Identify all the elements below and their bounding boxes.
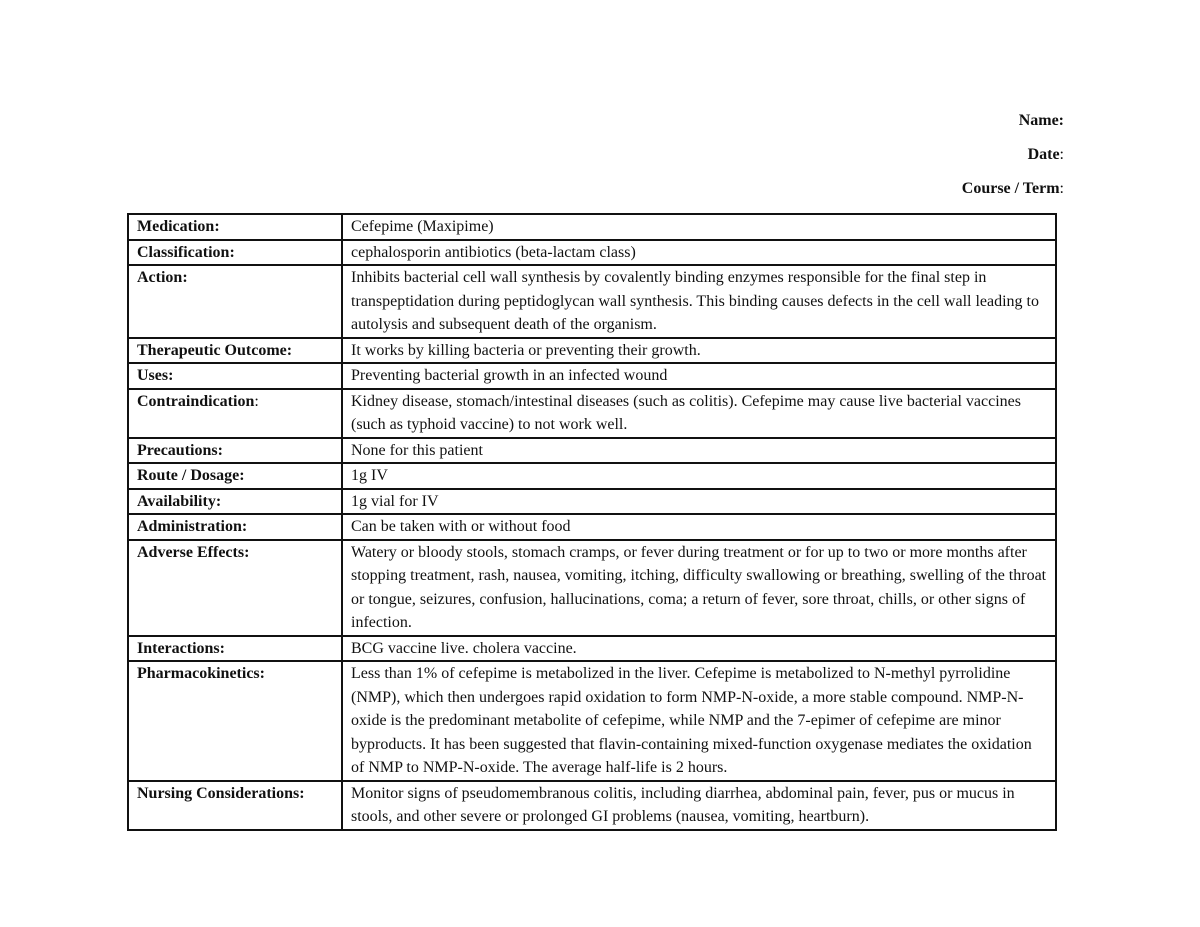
row-value: 1g IV <box>342 463 1056 489</box>
name-line <box>962 110 1064 144</box>
date-line <box>962 144 1064 178</box>
row-value: Kidney disease, stomach/intestinal diseases (such as colitis). Cefepime may cause live bacterial vaccines (such as typhoid vaccine) to not work well. <box>342 389 1056 438</box>
row-value: Watery or bloody stools, stomach cramps, or fever during treatment or for up to two or more months after stopping treatment, rash, nausea, vomiting, itching, difficulty swallowing or breathing, swelling of the throat or tongue, seizures, confusion, hallucinations, coma; a return of fever, sore throat, chills, or other signs of infection. <box>342 540 1056 636</box>
row-value: Inhibits bacterial cell wall synthesis by covalently binding enzymes responsible for the final step in transpeptidation during peptidoglycan wall synthesis. This binding causes defects in the cell wall leading to autolysis and subsequent death of the organism. <box>342 265 1056 338</box>
row-label: Contraindication <box>137 392 255 410</box>
row-label: Pharmacokinetics: <box>128 661 342 781</box>
table-row <box>128 438 1056 464</box>
row-label: Action: <box>128 265 342 338</box>
row-value: Cefepime (Maxipime) <box>342 214 1056 240</box>
row-value: Less than 1% of cefepime is metabolized in the liver. Cefepime is metabolized to N-methyl pyrrolidine (NMP), which then undergoes rapid oxidation to form NMP-N-oxide, a more stable compound. NMP-N-oxide is the predominant metabolite of cefepime, while NMP and the 7-epimer of cefepime are minor byproducts. It has been suggested that flavin-containing mixed-function oxygenase mediates the oxidation of NMP to NMP-N-oxide. The average half-life is 2 hours. <box>342 661 1056 781</box>
table-row <box>128 389 1056 438</box>
row-label-cell <box>128 389 342 438</box>
table-row <box>128 661 1056 781</box>
row-value: It works by killing bacteria or preventing their growth. <box>342 338 1056 364</box>
row-label: Interactions: <box>128 636 342 662</box>
date-label: Date <box>1027 146 1060 163</box>
row-value: Monitor signs of pseudomembranous colitis, including diarrhea, abdominal pain, fever, pus or mucus in stools, and other severe or prolonged GI problems (nausea, vomiting, heartburn). <box>342 781 1056 830</box>
row-label: Adverse Effects: <box>128 540 342 636</box>
table-row <box>128 214 1056 240</box>
row-label: Availability: <box>128 489 342 515</box>
row-value: cephalosporin antibiotics (beta-lactam class) <box>342 240 1056 266</box>
table-row <box>128 636 1056 662</box>
row-label: Therapeutic Outcome: <box>128 338 342 364</box>
medication-table <box>127 213 1057 831</box>
course-label: Course / Term <box>961 180 1060 197</box>
header-block <box>962 110 1064 212</box>
row-value: None for this patient <box>342 438 1056 464</box>
row-label: Route / Dosage: <box>128 463 342 489</box>
row-label: Classification: <box>128 240 342 266</box>
table-row <box>128 240 1056 266</box>
table-row <box>128 514 1056 540</box>
row-value: Preventing bacterial growth in an infected wound <box>342 363 1056 389</box>
date-colon: : <box>1059 146 1064 163</box>
course-colon: : <box>1059 180 1064 197</box>
row-label: Nursing Considerations: <box>128 781 342 830</box>
row-label: Uses: <box>128 363 342 389</box>
table-row <box>128 540 1056 636</box>
row-label: Precautions: <box>128 438 342 464</box>
table-row <box>128 265 1056 338</box>
row-value: 1g vial for IV <box>342 489 1056 515</box>
course-line <box>962 178 1064 212</box>
row-label-suffix: : <box>254 392 259 410</box>
table-row <box>128 363 1056 389</box>
row-value: Can be taken with or without food <box>342 514 1056 540</box>
row-label: Administration: <box>128 514 342 540</box>
row-value: BCG vaccine live. cholera vaccine. <box>342 636 1056 662</box>
name-label: Name: <box>1018 112 1064 129</box>
table-row <box>128 463 1056 489</box>
table-row <box>128 338 1056 364</box>
table-row <box>128 781 1056 830</box>
row-label: Medication: <box>128 214 342 240</box>
table-row <box>128 489 1056 515</box>
